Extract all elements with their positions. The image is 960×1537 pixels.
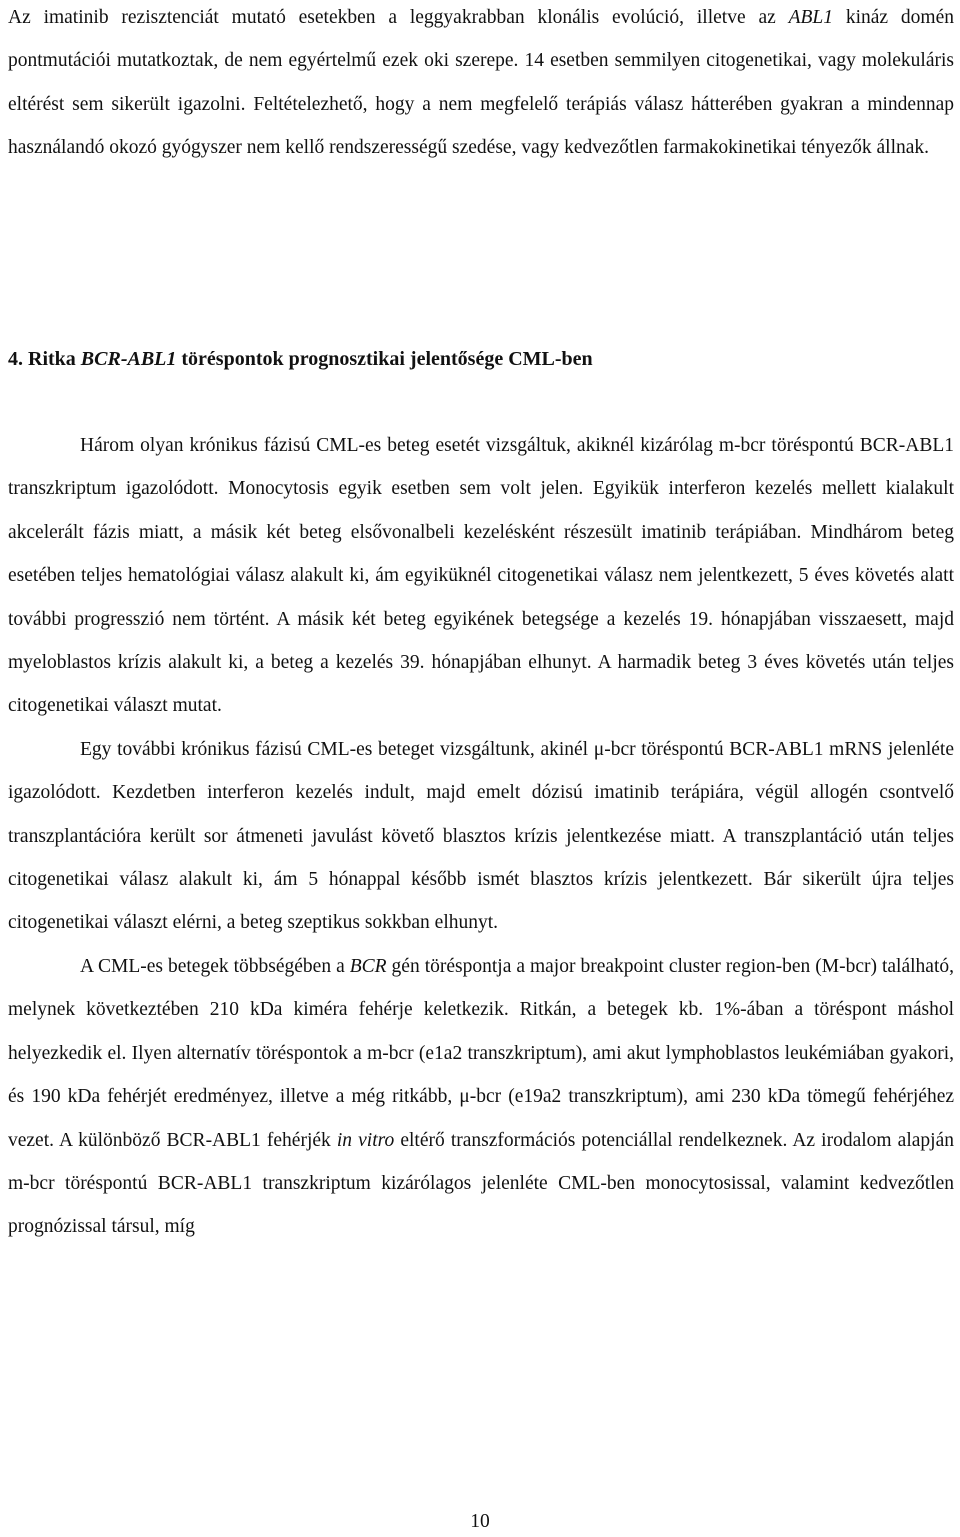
p4-text-c: gén töréspontja a major breakpoint cluster region-ben (M-bcr) található, melynek következtében 210 kDa kiméra fehérje keletkezik. Ritkán, a betegek kb. 1%-ában a töréspont máshol helyezkedik el. Ilyen alternatív töréspontok a m-bcr (e1a2 transzkriptum), ami akut lymphoblastos leukémiában gyakori, és 190 kDa fehérjét eredményez, illetve a még ritkább, μ-bcr (e19a2 transzkriptum), ami 230 kDa tömegű fehérjéhez vezet. A különböző BCR-ABL1 fehérjék: [8, 955, 954, 1151]
paragraph-three-patients: Három olyan krónikus fázisú CML-es beteg esetét vizsgáltuk, akiknél kizárólag m-bcr töréspontú BCR-ABL1 transzkriptum igazolódott. Monocytosis egyik esetben sem volt jelen. Egyikük interferon kezelés mellett kialakult akcelerált fázis miatt, a másik két beteg elsővonalbeli kezelésként részesült imatinib terápiában. Mindhárom beteg esetében teljes hematológiai válasz alakult ki, ám egyiküknél citogenetikai válasz nem jelentkezett, 5 éves követés alatt további progresszió nem történt. A másik két beteg egyikének betegsége a kezelés 19. hónapjában visszaesett, majd myeloblastos krízis alakult ki, a beteg a kezelés 39. hónapjában elhunyt. A harmadik beteg 3 éves követés után teljes citogenetikai választ mutat.: [8, 435, 954, 717]
paragraph-breakpoints: [8, 945, 954, 1249]
p1-italic-abl1: ABL1: [788, 7, 834, 28]
heading-text-c: töréspontok prognosztikai jelentősége CML-ben: [176, 348, 593, 370]
paragraph-imatinib-resistance: [8, 0, 954, 170]
paragraph-micro-bcr-patient: Egy további krónikus fázisú CML-es beteget vizsgáltunk, akinél μ-bcr töréspontú BCR-ABL1 mRNS jelenléte igazolódott. Kezdetben interferon kezelés indult, majd emelt dózisú imatinib terápiára, végül allogén csontvelő transzplantációra került sor átmeneti javulást követő blasztos krízis jelentkezése miatt. A transzplantáció után teljes citogenetikai válasz alakult ki, ám 5 hónappal később ismét blasztos krízis jelentkezett. Bár sikerült újra teljes citogenetikai választ elérni, a beteg szeptikus sokkban elhunyt.: [8, 738, 954, 934]
p1-text-c: kináz domén pontmutációi mutatkoztak, de nem egyértelmű ezek oki szerepe. 14 esetben semmilyen citogenetikai, vagy molekuláris eltérést sem sikerült igazolni. Feltételezhető, hogy a nem megfelelő terápiás válasz hátterében gyakran a mindennap használandó okozó gyógyszer nem kellő rendszerességű szedése, vagy kedvezőtlen farmakokinetikai tényezők állnak.: [8, 7, 954, 159]
p4-text-e: eltérő transzformációs potenciállal rendelkeznek. Az irodalom alapján m-bcr töréspontú BCR-ABL1 transzkriptum kizárólagos jelenléte CML-ben monocytosissal, valamint kedvezőtlen prognózissal társul, míg: [8, 1129, 954, 1238]
heading-italic-bcr-abl1: BCR-ABL1: [80, 348, 177, 370]
p4-italic-in-vitro: in vitro: [336, 1129, 395, 1151]
section-4-body: [8, 424, 954, 1249]
section-heading-4: [8, 338, 593, 381]
page-number: 10: [470, 1511, 490, 1532]
heading-text-a: 4. Ritka: [8, 348, 81, 370]
document-page: [8, 0, 954, 1238]
p4-text-a: A CML-es betegek többségében a: [80, 955, 350, 977]
p1-text-a: Az imatinib rezisztenciát mutató esetekben a leggyakrabban klonális evolúció, illetve az: [8, 7, 789, 28]
p4-italic-bcr: BCR: [349, 955, 387, 977]
